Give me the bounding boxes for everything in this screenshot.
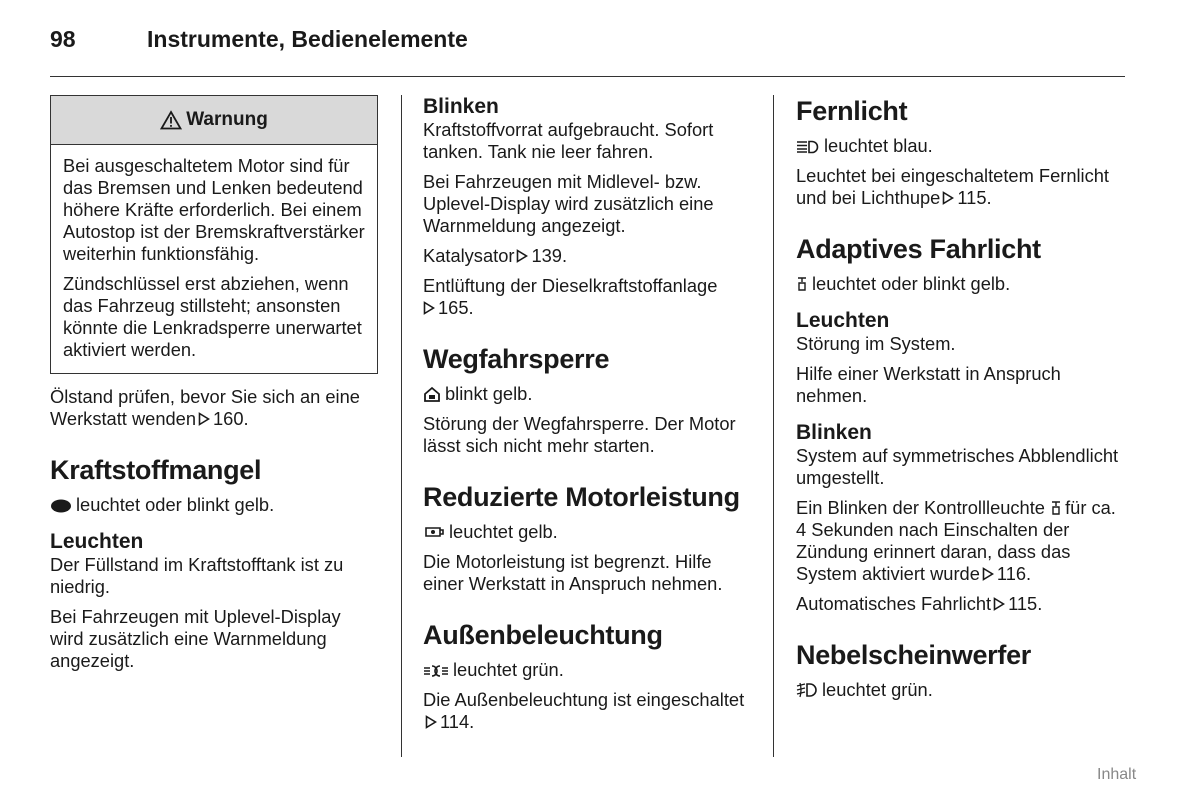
- paragraph: Störung im System.: [796, 333, 956, 354]
- status-line: leuchtet blau.: [796, 135, 1126, 157]
- heading-adaptives-fahrlicht: Adaptives Fahrlicht: [796, 234, 1041, 264]
- paragraph: Störung der Wegfahrsperre. Der Motor lässt sich nicht mehr starten.: [423, 413, 736, 456]
- page-ref[interactable]: 114.: [440, 711, 475, 732]
- engine-power-icon: [423, 524, 445, 540]
- page-ref-arrow-icon: [198, 412, 210, 426]
- page-header: [50, 26, 1125, 77]
- page-ref[interactable]: 115.: [1008, 593, 1043, 614]
- warning-paragraph: Zündschlüssel erst abziehen, wenn das Fahrzeug stillsteht; ansonsten könnte die Lenkradsperre unerwartet aktiviert werden.: [63, 273, 362, 360]
- heading-kraftstoffmangel: Kraftstoffmangel: [50, 455, 262, 485]
- column-divider: [401, 95, 402, 757]
- footer-contents-link[interactable]: Inhalt: [1097, 766, 1137, 783]
- page-ref-arrow-icon: [942, 191, 954, 205]
- paragraph: System auf symmetrisches Abblendlicht umgestellt.: [796, 445, 1119, 488]
- paragraph: Bei Fahrzeugen mit Uplevel-Display wird zusätzlich eine Warnmeldung angezeigt.: [50, 606, 341, 671]
- status-line: leuchtet grün.: [423, 659, 753, 681]
- adaptive-light-icon: [796, 276, 808, 292]
- column-3: [796, 95, 1126, 709]
- paragraph: Die Außenbeleuchtung ist eingeschaltet114.: [423, 689, 745, 732]
- fuel-warning-icon: [50, 499, 72, 513]
- fog-light-icon: [796, 682, 818, 698]
- column-divider: [773, 95, 774, 757]
- immobilizer-icon: [423, 386, 441, 402]
- oil-paragraph: Ölstand prüfen, bevor Sie sich an eine Werkstatt wenden 160.: [50, 386, 360, 429]
- heading-leuchten: Leuchten: [50, 530, 144, 553]
- status-line: blinkt gelb.: [423, 383, 753, 405]
- paragraph: Entlüftung der Dieselkraftstoffanlage 165.: [423, 275, 718, 318]
- page-ref[interactable]: 115.: [957, 187, 992, 208]
- warning-triangle-icon: [160, 110, 182, 130]
- paragraph: Kraftstoffvorrat aufgebraucht. Sofort tanken. Tank nie leer fahren.: [423, 119, 714, 162]
- heading-leuchten: Leuchten: [796, 309, 890, 332]
- warning-header: [51, 96, 377, 145]
- status-line: leuchtet oder blinkt gelb.: [50, 494, 378, 516]
- paragraph: Hilfe einer Werkstatt in Anspruch nehmen.: [796, 363, 1061, 406]
- heading-nebelscheinwerfer: Nebelscheinwerfer: [796, 640, 1031, 670]
- heading-blinken: Blinken: [796, 421, 872, 444]
- paragraph: Leuchtet bei eingeschaltetem Fernlicht und bei Lichthupe 115.: [796, 165, 1109, 208]
- page-ref-arrow-icon: [982, 567, 994, 581]
- page-ref-arrow-icon: [423, 301, 435, 315]
- warning-paragraph: Bei ausgeschaltetem Motor sind für das Bremsen und Lenken bedeutend höhere Kräfte erforderlich. Bei einem Autostop ist der Bremskraftverstärker weiterhin funktionsfähig.: [63, 155, 365, 264]
- page-ref-arrow-icon: [516, 249, 528, 263]
- page-ref-arrow-icon: [425, 715, 437, 729]
- heading-wegfahrsperre: Wegfahrsperre: [423, 344, 610, 374]
- heading-blinken: Blinken: [423, 95, 499, 118]
- status-line: leuchtet grün.: [796, 679, 1126, 701]
- paragraph: Ein Blinken der Kontrollleuchte für ca. 4 Sekunden nach Einschalten der Zündung erinnert daran, dass das System aktiviert wurde 116.: [796, 497, 1116, 584]
- heading-aussenbeleuchtung: Außenbeleuchtung: [423, 620, 663, 650]
- adaptive-light-icon: [1050, 500, 1062, 516]
- paragraph: Bei Fahrzeugen mit Midlevel- bzw. Uplevel-Display wird zusätzlich eine Warnmeldung angezeigt.: [423, 171, 714, 236]
- page-ref-arrow-icon: [993, 597, 1005, 611]
- page-number: 98: [50, 26, 76, 52]
- page-ref[interactable]: 116.: [996, 563, 1032, 584]
- paragraph: Der Füllstand im Kraftstofftank ist zu niedrig.: [50, 554, 344, 597]
- paragraph: Katalysator 139.: [423, 245, 568, 266]
- heading-reduzierte-motorleistung: Reduzierte Motorleistung: [423, 482, 740, 512]
- status-line: leuchtet oder blinkt gelb.: [796, 273, 1126, 295]
- page-ref[interactable]: 139.: [531, 245, 568, 266]
- page-ref[interactable]: 160.: [212, 408, 249, 429]
- chapter-title: Instrumente, Bedienelemente: [147, 26, 468, 52]
- paragraph: Automatisches Fahrlicht 115.: [796, 593, 1043, 614]
- column-2: [423, 95, 753, 741]
- heading-fernlicht: Fernlicht: [796, 96, 908, 126]
- status-line: leuchtet gelb.: [423, 521, 753, 543]
- paragraph: Die Motorleistung ist begrenzt. Hilfe einer Werkstatt in Anspruch nehmen.: [423, 551, 723, 594]
- exterior-light-icon: [423, 664, 449, 678]
- warning-box: [50, 95, 378, 374]
- page-ref[interactable]: 165.: [438, 297, 474, 318]
- warning-title: Warnung: [186, 109, 268, 130]
- high-beam-icon: [796, 140, 820, 154]
- column-1: [50, 95, 378, 680]
